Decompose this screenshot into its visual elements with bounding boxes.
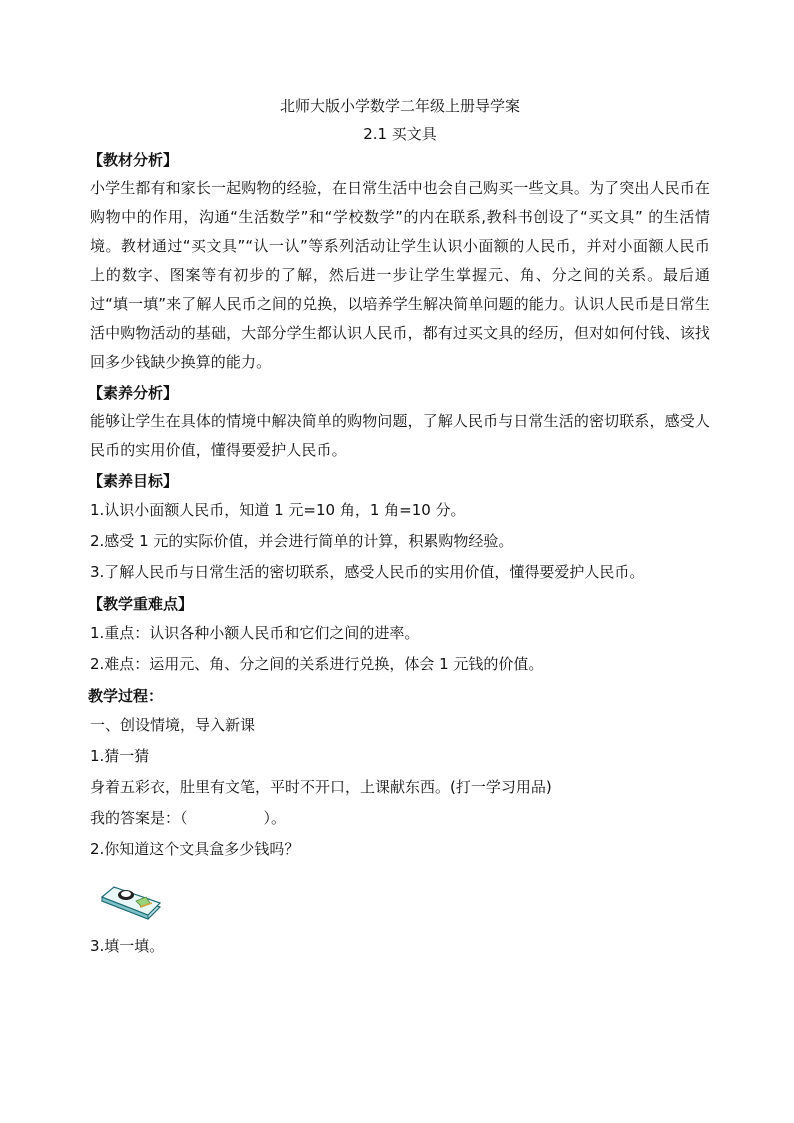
heading-goals: 【素养目标】 — [88, 472, 179, 490]
document-title: 北师大版小学数学二年级上册导学案 — [279, 97, 520, 115]
process-part-one: 一、创设情境，导入新课 — [90, 716, 256, 734]
literacy-paragraph: 能够让学生在具体的情境中解决简单的购物问题，了解人民币与日常生活的密切联系，感受人民币的实用价值，懂得要爱护人民币。 — [90, 412, 710, 459]
goal-item: 3.了解人民币与日常生活的密切联系，感受人民币的实用价值，懂得要爱护人民币。 — [90, 563, 645, 581]
pencil-box-illustration — [100, 873, 162, 921]
riddle-text: 身着五彩衣，肚里有文笔，平时不开口，上课献东西。(打一学习用品) — [90, 778, 552, 796]
answer-line — [90, 803, 710, 834]
heading-analysis: 【教材分析】 — [88, 151, 179, 169]
goal-item: 2.感受 1 元的实际价值，并会进行简单的计算，积累购物经验。 — [90, 532, 514, 550]
analysis-paragraph: 小学生都有和家长一起购物的经验，在日常生活中也会自己购买一些文具。为了突出人民币在购物中的作用，沟通“生活数学”和“学校数学”的内在联系,教科书创设了“买文具” 的生活情境。教材通过“买文具”“认一认”等系列活动让学生认识小面额的人民币，并对小面额人民币上的数字、图案等有初步的了解，然后进一步让学生掌握元、角、分之间的关系。最后通过“填一填”来了解人民币之间的兑换，以培养学生解决简单问题的能力。认识人民币是日常生活中购物活动的基础，大部分学生都认识人民币，都有过买文具的经历，但对如何付钱、该找回多少钱缺少换算的能力。 — [90, 179, 710, 371]
heading-process: 教学过程： — [88, 687, 164, 705]
keypoint-item: 2.难点：运用元、角、分之间的关系进行兑换，体会 1 元钱的价值。 — [90, 655, 544, 673]
lesson-title: 2.1 买文具 — [363, 125, 437, 143]
question-two: 2.你知道这个文具盒多少钱吗？ — [90, 840, 300, 858]
answer-suffix: ）。 — [263, 809, 287, 827]
heading-literacy: 【素养分析】 — [88, 384, 179, 402]
goal-item: 1.认识小面额人民币，知道 1 元=10 角，1 角=10 分。 — [90, 501, 466, 519]
answer-prefix: 我的答案是：（ — [90, 809, 188, 827]
heading-keypoints: 【教学重难点】 — [88, 595, 194, 613]
document-page — [90, 96, 710, 962]
guess-title: 1.猜一猜 — [90, 747, 150, 765]
question-three: 3.填一填。 — [90, 937, 165, 955]
keypoint-item: 1.重点：认识各种小额人民币和它们之间的进率。 — [90, 624, 420, 642]
